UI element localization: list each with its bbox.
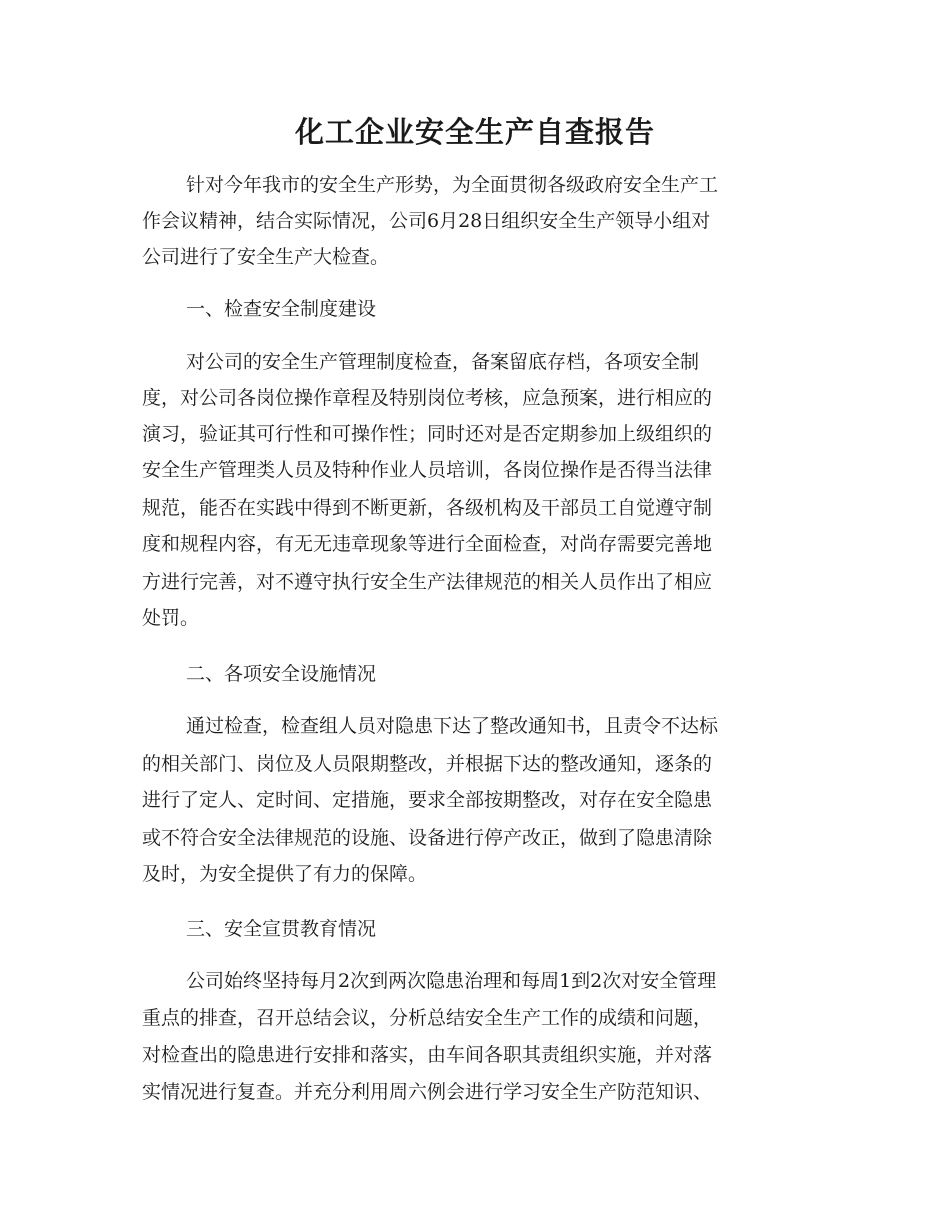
intro-line-3: 公司进行了安全生产大检查。 bbox=[142, 246, 390, 268]
section3-heading: 三、安全宣贯教育情况 bbox=[186, 918, 377, 940]
section1-line-4: 安全生产管理类人员及特种作业人员培训，各岗位操作是否得当法律 bbox=[142, 459, 713, 481]
section1-line-3: 演习，验证其可行性和可操作性；同时还对是否定期参加上级组织的 bbox=[142, 423, 713, 445]
section1-line-2: 度，对公司各岗位操作章程及特别岗位考核，应急预案，进行相应的 bbox=[142, 387, 713, 409]
section2-line-4: 或不符合安全法律规范的设施、设备进行停产改正，做到了隐患清除 bbox=[142, 827, 713, 849]
section1-line-7: 方进行完善，对不遵守执行安全生产法律规范的相关人员作出了相应 bbox=[142, 571, 713, 593]
section1-line-1: 对公司的安全生产管理制度检查，备案留底存档，各项安全制 bbox=[186, 351, 700, 373]
document-title: 化工企业安全生产自查报告 bbox=[294, 115, 655, 149]
section3-line-3: 对检查出的隐患进行安排和落实，由车间各职其责组织实施，并对落 bbox=[142, 1044, 713, 1066]
section3-line-1: 公司始终坚持每月2次到两次隐患治理和每周1到2次对安全管理 bbox=[186, 970, 717, 992]
section3-line-4: 实情况进行复查。并充分利用周六例会进行学习安全生产防范知识、 bbox=[142, 1081, 713, 1103]
section2-line-3: 进行了定人、定时间、定措施，要求全部按期整改，对存在安全隐患 bbox=[142, 789, 713, 811]
section3-line-2: 重点的排查，召开总结会议，分析总结安全生产工作的成绩和问题， bbox=[142, 1007, 713, 1029]
intro-line-2: 作会议精神，结合实际情况，公司6月28日组织安全生产领导小组对 bbox=[142, 210, 711, 232]
section2-heading: 二、各项安全设施情况 bbox=[186, 663, 377, 685]
section1-line-6: 度和规程内容，有无无违章现象等进行全面检查，对尚存需要完善地 bbox=[142, 533, 713, 555]
section2-line-2: 的相关部门、岗位及人员限期整改，并根据下达的整改通知，逐条的 bbox=[142, 753, 713, 775]
section1-line-8: 处罚。 bbox=[142, 607, 200, 629]
section2-line-1: 通过检查，检查组人员对隐患下达了整改通知书，且责令不达标 bbox=[186, 715, 719, 737]
section1-line-5: 规范，能否在实践中得到不断更新，各级机构及干部员工自觉遵守制 bbox=[142, 497, 713, 519]
intro-line-1: 针对今年我市的安全生产形势，为全面贯彻各级政府安全生产工 bbox=[186, 174, 719, 196]
section2-line-5: 及时，为安全提供了有力的保障。 bbox=[142, 863, 428, 885]
section1-heading: 一、检查安全制度建设 bbox=[186, 298, 377, 320]
